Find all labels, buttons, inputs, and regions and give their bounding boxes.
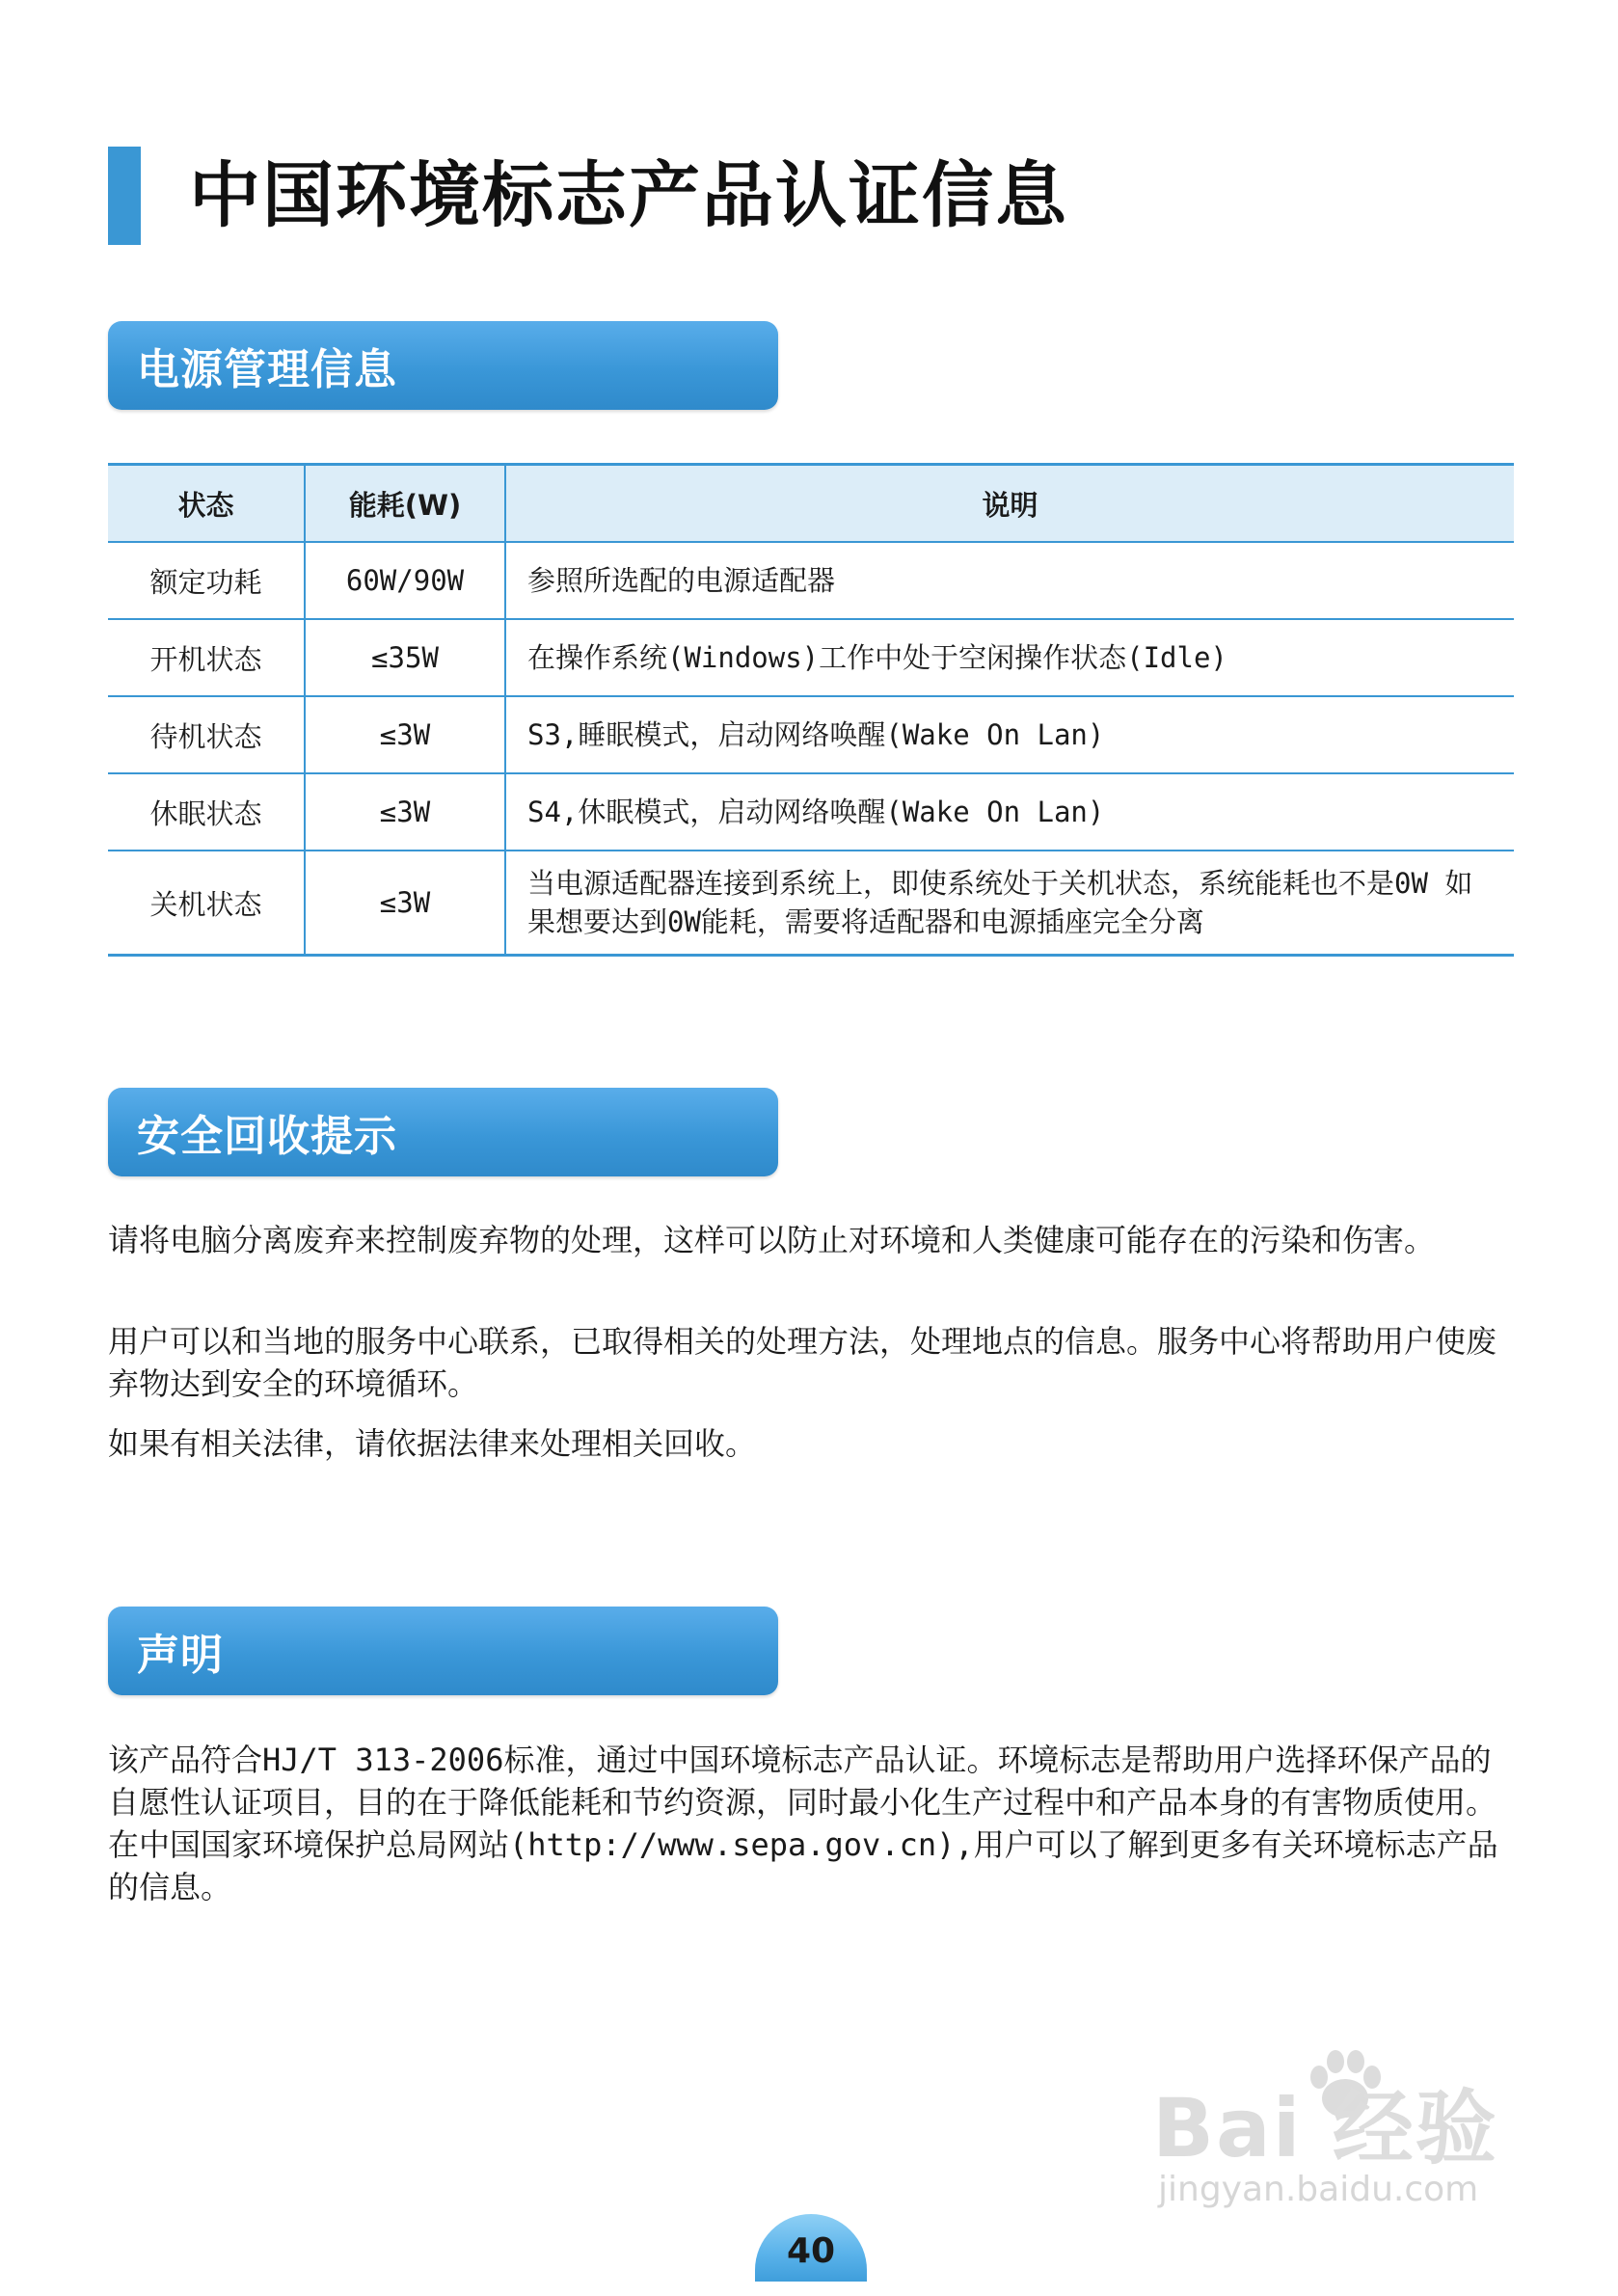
table-row bbox=[108, 619, 1514, 696]
section-heading-recycle-text: 安全回收提示 bbox=[137, 1112, 397, 1161]
recycle-paragraph: 如果有相关法律，请依据法律来处理相关回收。 bbox=[108, 1425, 757, 1462]
cell-description: S3,睡眠模式，启动网络唤醒(Wake On Lan) bbox=[505, 696, 1514, 773]
section-heading-statement bbox=[108, 1607, 778, 1695]
table-row bbox=[108, 696, 1514, 773]
column-header-power: 能耗(W) bbox=[305, 465, 505, 543]
cell-state: 休眠状态 bbox=[108, 773, 305, 851]
baidu-jingyan-watermark bbox=[1152, 2064, 1538, 2228]
cell-power: ≤3W bbox=[305, 696, 505, 773]
cell-state: 开机状态 bbox=[108, 619, 305, 696]
table-header-row bbox=[108, 465, 1514, 543]
table-row bbox=[108, 851, 1514, 956]
cell-power: ≤35W bbox=[305, 619, 505, 696]
cell-description: 参照所选配的电源适配器 bbox=[505, 542, 1514, 619]
page-header bbox=[108, 147, 1068, 245]
page-title: 中国环境标志产品认证信息 bbox=[189, 154, 1068, 237]
statement-paragraph: 该产品符合HJ/T 313-2006标准，通过中国环境标志产品认证。环境标志是帮助用户选择环保产品的自愿性认证项目，目的在于降低能耗和节约资源，同时最小化生产过程中和产品本身的有害物质使用。在中国国家环境保护总局网站(http://www.sepa.gov.cn),用户可以了解到更多有关环境标志产品的信息。 bbox=[108, 1742, 1498, 1905]
recycle-paragraph: 请将电脑分离废弃来控制废弃物的处理，这样可以防止对环境和人类健康可能存在的污染和伤害。 bbox=[108, 1222, 1436, 1258]
cell-description: S4,休眠模式，启动网络唤醒(Wake On Lan) bbox=[505, 773, 1514, 851]
cell-power: 60W/90W bbox=[305, 542, 505, 619]
cell-state: 额定功耗 bbox=[108, 542, 305, 619]
page-number: 40 bbox=[786, 2230, 836, 2271]
table-row bbox=[108, 542, 1514, 619]
title-accent-bar bbox=[108, 147, 141, 245]
cell-description: 当电源适配器连接到系统上，即使系统处于关机状态，系统能耗也不是0W 如果想要达到0W能耗，需要将适配器和电源插座完全分离 bbox=[505, 851, 1514, 956]
watermark-logo-text: Bai 经验 bbox=[1152, 2081, 1498, 2175]
section-heading-statement-text: 声明 bbox=[137, 1631, 224, 1680]
watermark-url: jingyan.baidu.com bbox=[1158, 2170, 1479, 2209]
cell-state: 待机状态 bbox=[108, 696, 305, 773]
column-header-state: 状态 bbox=[108, 465, 305, 543]
section-heading-power-text: 电源管理信息 bbox=[137, 345, 397, 394]
recycle-paragraph: 用户可以和当地的服务中心联系，已取得相关的处理方法，处理地点的信息。服务中心将帮助用户使废弃物达到安全的环境循环。 bbox=[108, 1323, 1497, 1402]
cell-power: ≤3W bbox=[305, 773, 505, 851]
cell-power: ≤3W bbox=[305, 851, 505, 956]
cell-description: 在操作系统(Windows)工作中处于空闲操作状态(Idle) bbox=[505, 619, 1514, 696]
column-header-description: 说明 bbox=[505, 465, 1514, 543]
section-heading-recycle bbox=[108, 1088, 778, 1176]
table-row bbox=[108, 773, 1514, 851]
section-heading-power bbox=[108, 321, 778, 410]
cell-state: 关机状态 bbox=[108, 851, 305, 956]
power-management-table bbox=[108, 463, 1514, 957]
page-number-tab bbox=[755, 2214, 867, 2282]
